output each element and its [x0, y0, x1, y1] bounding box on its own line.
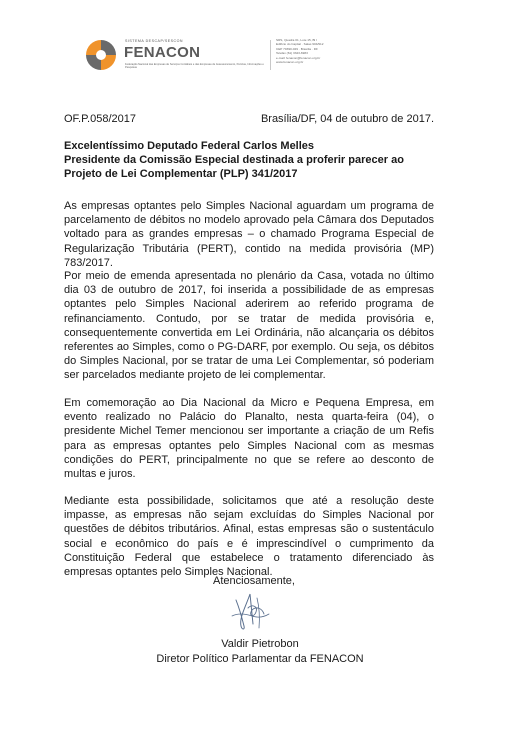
- contact-line: www.fenacon.org.br: [276, 60, 304, 65]
- handwritten-signature-icon: [222, 586, 278, 634]
- signer-name: Valdir Pietrobon: [221, 638, 299, 650]
- body-paragraph: Mediante esta possibilidade, solicitamos que até a resolução deste impasse, as empresas não sejam excluídas do Simples Nacional por questões de débitos tributários. Afinal, estas empresas são o sustentáculo social e econômico do país e é imprescindível o cumprimento da Constituição Federal que estabelece o tratamento diferenciado às empresas optantes pelo Simples Nacional.: [64, 495, 434, 579]
- contact-line: Edifício do Capital · Salas 904/912: [276, 42, 324, 47]
- organization-tagline: Federação Nacional das Empresas de Serviços Contábeis e das Empresas de Assessoramento, Perícias, Informações e Pesquisas: [125, 63, 264, 70]
- contact-line: CEP 70390-029 · Brasília · DF: [276, 46, 318, 51]
- fenacon-logo-icon: [84, 38, 118, 72]
- contact-line: SRS, Quadra 01, Lote 15, Bl I: [276, 38, 317, 42]
- organization-system-label: SISTEMA DESCAP/SESCON: [125, 39, 184, 43]
- contact-block: [276, 38, 323, 64]
- body-paragraph: Por meio de emenda apresentada no plenário da Casa, votada no último dia 03 de outubro de 2017, foi inserida a possibilidade de as empresas optantes pelo Simples Nacional aderirem ao referido programa de refinanciamento. Contudo, por se tratar de medida provisória e, consequentemente convertida em Lei Ordinária, não alcançaria os débitos referentes ao Simples, como o PG-DARF, por exemplo. Ou seja, os débitos do Simples Nacional, por se tratar de uma Lei Complementar, só poderiam ser parcelados mediante projeto de lei complementar.: [64, 270, 434, 382]
- letter-date: Brasília/DF, 04 de outubro de 2017.: [260, 113, 434, 125]
- organization-name: FENACON: [124, 44, 201, 61]
- letterhead: [84, 34, 444, 76]
- body-paragraph: As empresas optantes pelo Simples Nacional aguardam um programa de parcelamento de débitos no modelo aprovado pela Câmara dos Deputados voltado para as grandes empresas – o chamado Programa Especial de Regularização Tributária (PERT), contido na medida provisória (MP) 783/2017.: [64, 200, 434, 269]
- letterhead-divider: [270, 40, 271, 70]
- contact-line: Telefax (61) 3323-6983: [276, 51, 308, 56]
- signer-title: Diretor Político Parlamentar da FENACON: [156, 653, 364, 665]
- body-paragraph: Em comemoração ao Dia Nacional da Micro e Pequena Empresa, em evento realizado no Palácio do Planalto, nesta quarta-feira (04), o presidente Michel Temer mencionou ser importante a criação de um Refis para as empresas optantes pelo Simples Nacional com as mesmas condições do PERT, principalmente no que se refere ao desconto de multas e juros.: [64, 397, 434, 481]
- addressee-block: [64, 139, 434, 181]
- addressee-name: Excelentíssimo Deputado Federal Carlos Melles: [64, 140, 315, 152]
- addressee-position: Presidente da Comissão Especial destinada a proferir parecer ao Projeto de Lei Complementar (PLP) 341/2017: [64, 154, 404, 180]
- letter-reference: OF.P.058/2017: [64, 113, 136, 125]
- closing-salutation: Atenciosamente,: [213, 575, 295, 587]
- contact-line: e-mail: fenacon@fenacon.org.br: [276, 55, 321, 60]
